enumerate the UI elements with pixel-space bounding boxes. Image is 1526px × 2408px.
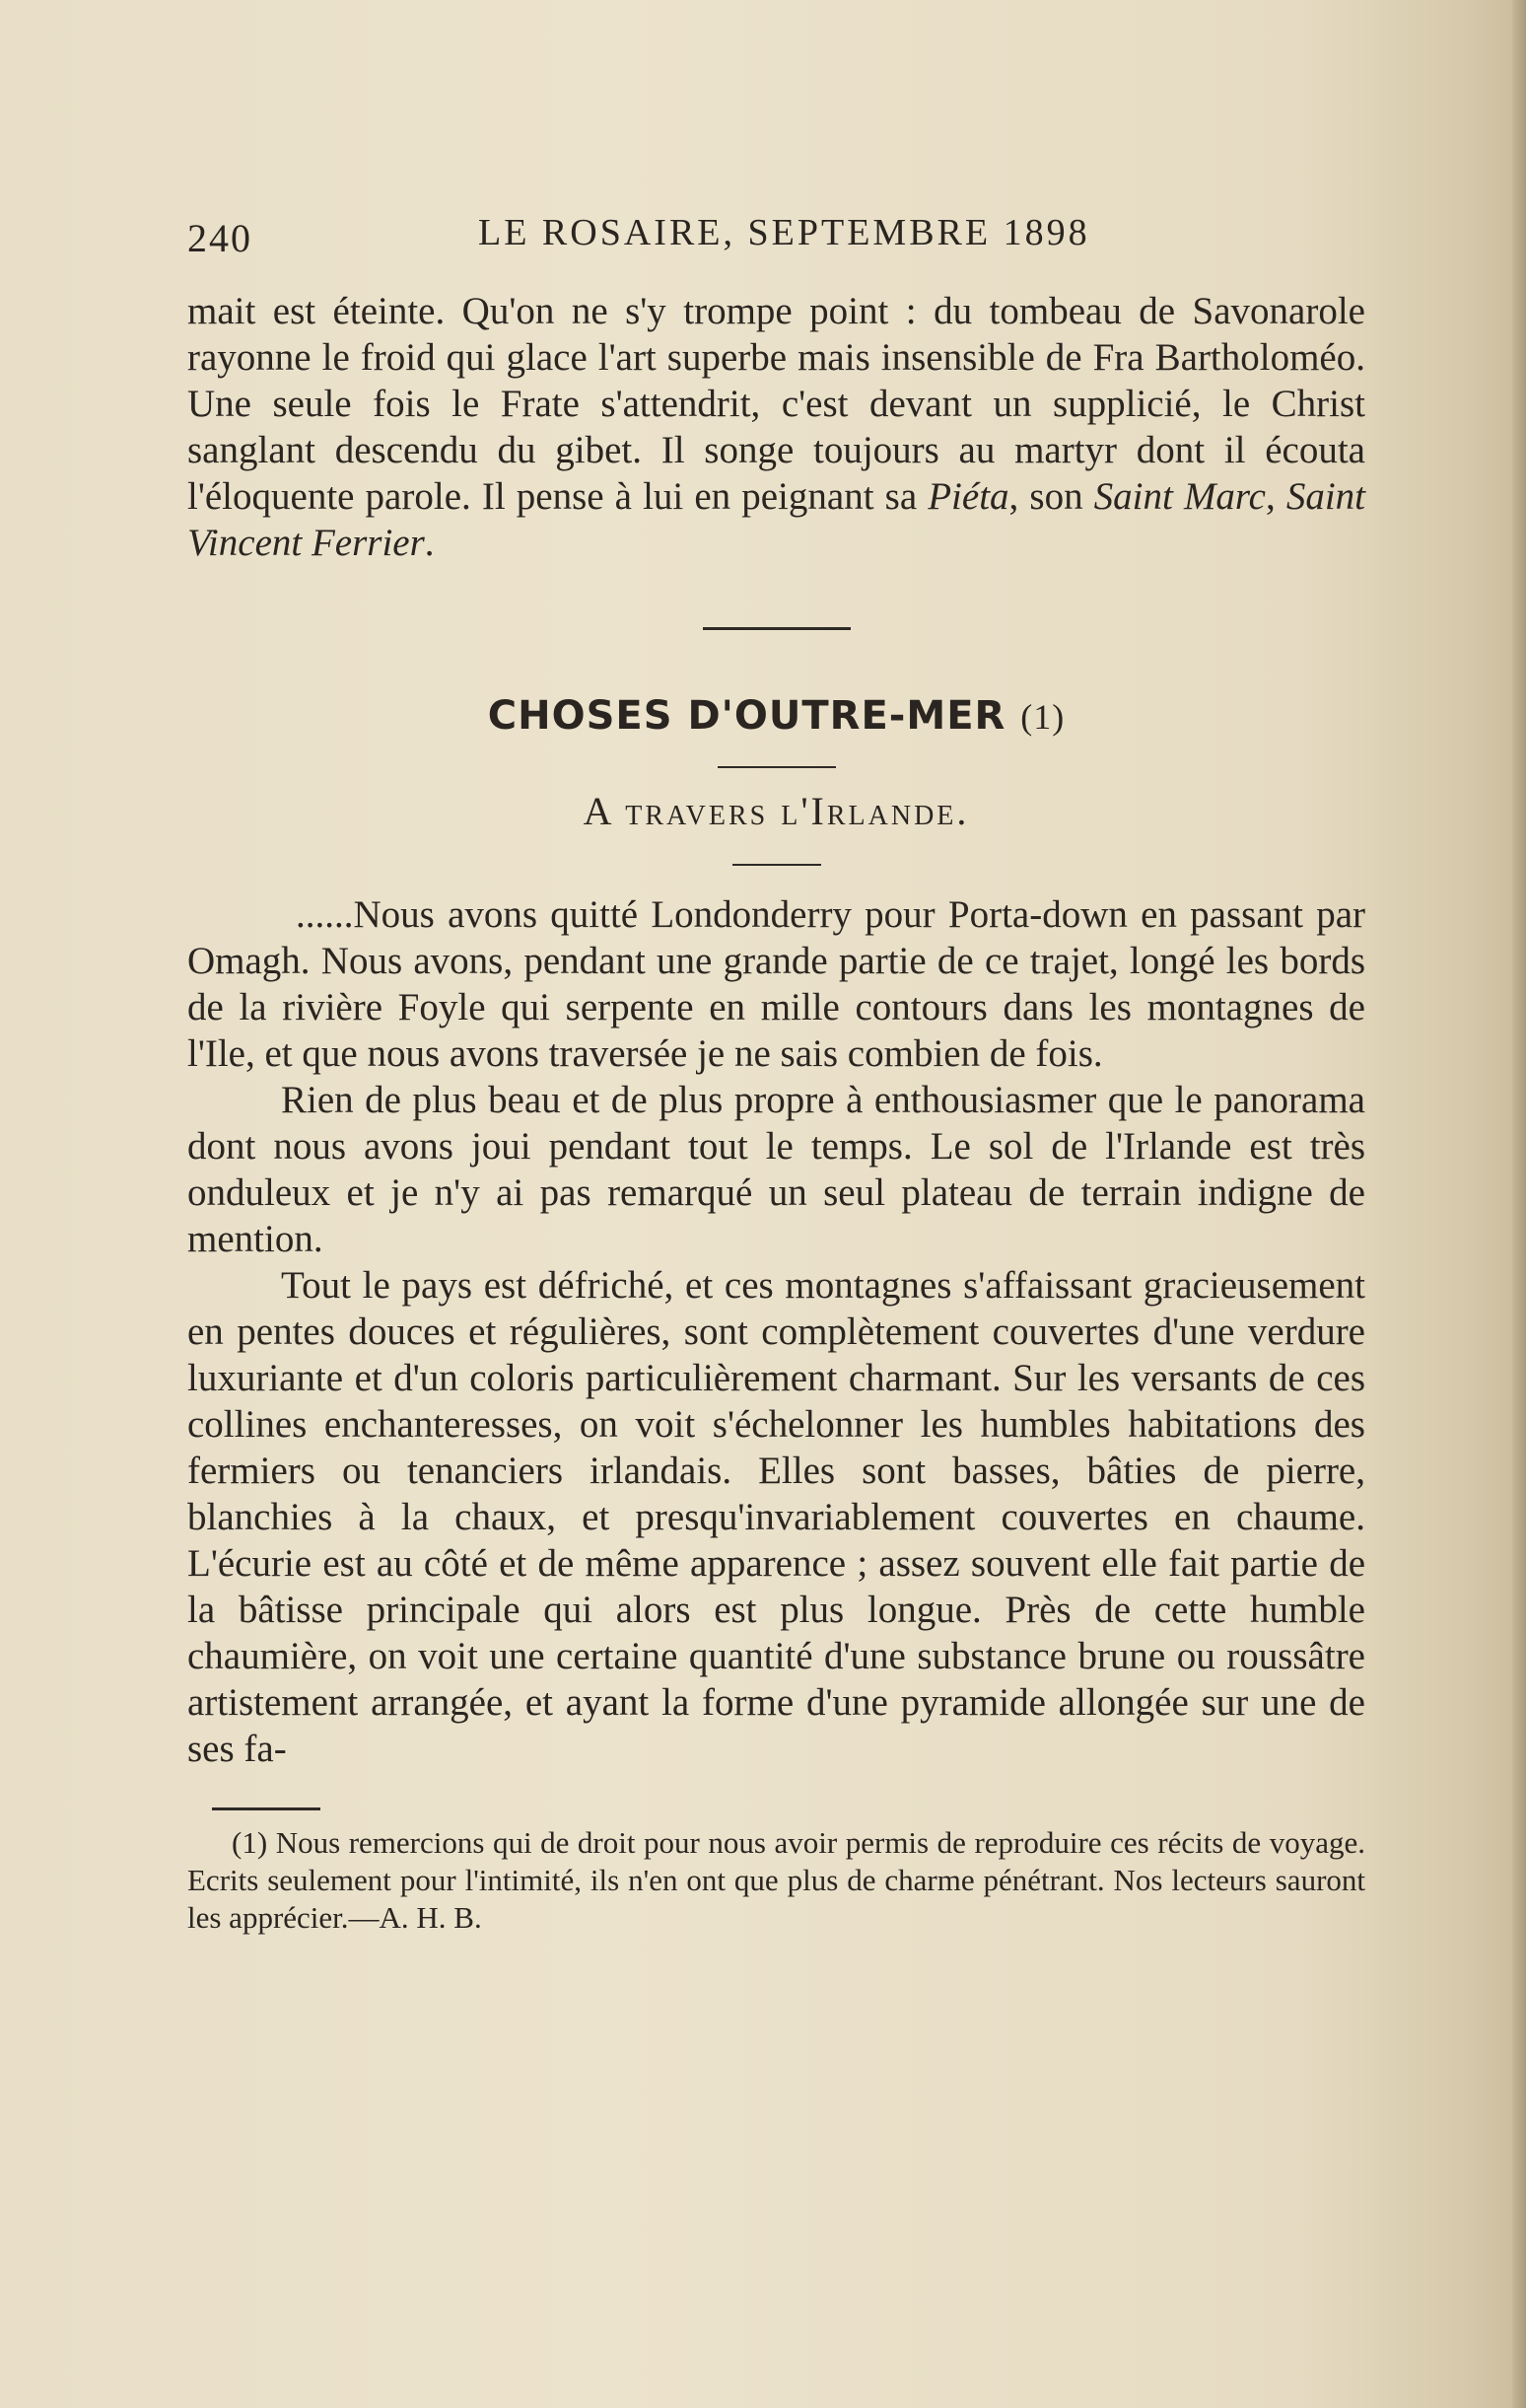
title-rule xyxy=(718,766,836,768)
section-title xyxy=(187,693,1365,739)
paragraph-2: Rien de plus beau et de plus propre à enthousiasmer que le panorama dont nous avons joui pendant tout le temps. Le sol de l'Irlande est très onduleux et je n'y ai pas remarqué un seul plateau de terrain indigne de mention. xyxy=(187,1079,1365,1260)
section-divider-rule xyxy=(703,627,851,630)
section-title-text: CHOSES D'OUTRE-MER xyxy=(487,693,1006,739)
page-number: 240 xyxy=(187,216,252,260)
intro-paragraph xyxy=(187,288,1365,566)
page-content xyxy=(187,197,1365,1937)
work-title-saint-marc: Saint Marc xyxy=(1093,475,1266,518)
running-title: LE ROSAIRE, SEPTEMBRE 1898 xyxy=(478,212,1090,253)
intro-text: mait est éteinte. Qu'on ne s'y trompe point : du tombeau de Savonarole rayonne le froid qui glace l'art superbe mais insensible de Fra Bartholoméo. Une seule fois le Frate s'attendrit, c'est devant un supplicié, le Christ sanglant descendu du gibet. Il songe toujours au martyr dont il écouta l'éloquente parole. Il pense à lui en peignant sa xyxy=(187,290,1365,518)
paragraph-3: Tout le pays est défriché, et ces montagnes s'affaissant gracieusement en pentes douces et régulières, sont complètement couvertes d'une verdure luxuriante et d'un coloris particulièrement charmant. Sur les versants de ces collines enchanteresses, on voit s'échelonner les humbles habitations des fermiers ou tenanciers irlandais. Elles sont basses, bâties de pierre, blanchies à la chaux, et presqu'invariablement couvertes en chaume. L'écurie est au côté et de même apparence ; assez souvent elle fait partie de la bâtisse principale qui alors est plus longue. Près de cette humble chaumière, on voit une certaine quantité d'une substance brune ou roussâtre artistement arrangée, et ayant la forme d'une pyramide allongée sur une de ses fa- xyxy=(187,1264,1365,1770)
footnote xyxy=(187,1824,1365,1937)
separator-2: , xyxy=(1265,475,1286,518)
subtitle-rule xyxy=(732,864,821,866)
footnote-rule xyxy=(212,1807,320,1810)
footnote-reference: (1) xyxy=(1020,697,1066,737)
paragraph-1: ......Nous avons quitté Londonderry pour Porta-down en passant par Omagh. Nous avons, pendant une grande partie de ce trajet, longé les bords de la rivière Foyle qui serpente en mille contours dans les montagnes de l'Ile, et que nous avons traversée je ne sais combien de fois. xyxy=(187,893,1365,1075)
work-title-pieta: Piéta xyxy=(928,475,1009,518)
running-header xyxy=(187,197,1365,266)
intro-end: . xyxy=(424,522,435,564)
page-edge xyxy=(1512,0,1526,2408)
work-title-saint-vincent: Saint Vincent Ferrier xyxy=(187,475,1365,564)
footnote-text: (1) Nous remercions qui de droit pour nous avoir permis de reproduire ces récits de voyage. Ecrits seulement pour l'intimité, ils n'en ont que plus de charme pénétrant. Nos lecteurs sauront les apprécier.—A. H. B. xyxy=(187,1825,1365,1935)
separator-1: , son xyxy=(1008,475,1094,518)
section-subtitle: A travers l'Irlande. xyxy=(583,789,970,833)
